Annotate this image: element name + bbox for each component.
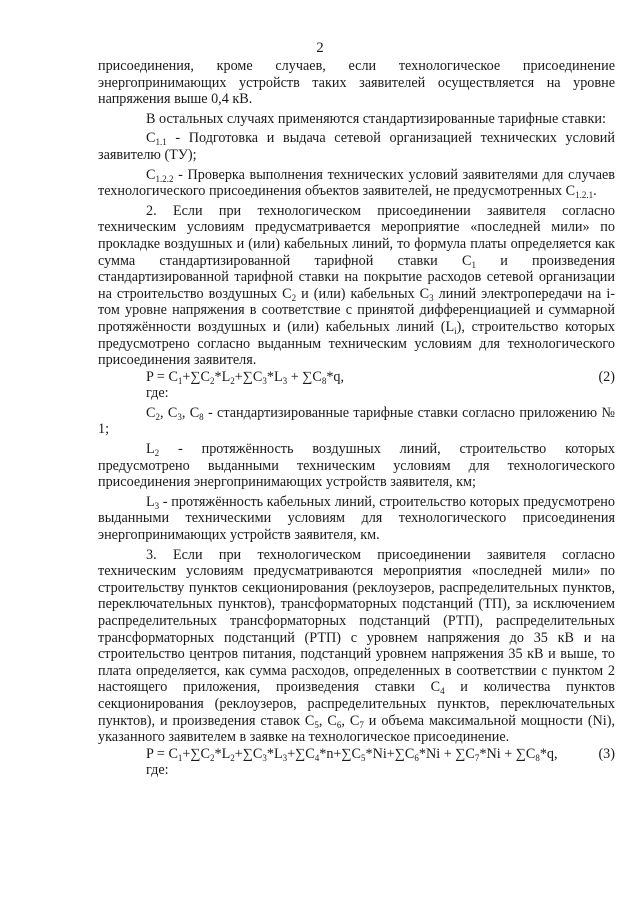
paragraph-p4: $C_{1.2.2}$ - Проверка выполнения технических условий заявителями для случаев технологического присоединения объектов заявителей, не предусмотренных $C_{1.2.1}$. bbox=[98, 166, 615, 201]
paragraph-p2: В остальных случаях применяются стандартизированные тарифные ставки: bbox=[146, 110, 606, 127]
formula-expression: $P = C_1+\sum C_2*L_2+\sum C_3*L_3 + \sum C_8*q$, bbox=[146, 368, 345, 386]
formula-f2 bbox=[98, 369, 615, 386]
formula-number: (3) bbox=[598, 745, 615, 762]
formula-expression: $P = C_1+\sum C_2*L_2+\sum C_3*L_3+\sum C_4*n+\sum C_5*Ni+\sum C_6*Ni + \sum C_7*Ni + \sum C_8*q$, bbox=[146, 745, 558, 763]
paragraph-p3: $C_{1.1}$ - Подготовка и выдача сетевой организацией технических условий заявителю (ТУ); bbox=[98, 130, 615, 163]
paragraph-p5: 2. Если при технологическом присоединении заявителя согласно техническим условиям предусматривается мероприятие «последней мили» по прокладке воздушных и (или) кабельных линий, то формула платы определяется как сумма стандартизированной тарифной ставки $C_1$ и произведения стандартизированной тарифной ставки на покрытие расходов сетевой организации на строительство воздушных $C_2$ и (или) кабельных $C_3$ линий электропередачи на i-том уровне напряжения в соответствие с принятой дифференциацией и суммарной протяжённости воздушных и (или) кабельных линий $(L_i)$, строительство которых предусмотрено согласно выданным техническим условиям для технологического присоединения заявителя. bbox=[98, 202, 615, 369]
page-number: 2 bbox=[316, 40, 324, 56]
where-label: где: bbox=[146, 385, 169, 402]
where-label: где: bbox=[146, 762, 169, 779]
formula-f3 bbox=[98, 746, 615, 763]
formula-number: (2) bbox=[598, 368, 615, 385]
paragraph-p8: $L_3$ - протяжённость кабельных линий, строительство которых предусмотрено выданными техническими условиям для технологического присоединения энергопринимающих устройств заявителя, км. bbox=[98, 493, 615, 544]
paragraph-p6: $C_2$, $C_3$, $C_8$ - стандартизированные тарифные ставки согласно приложению № 1; bbox=[98, 404, 615, 438]
paragraph-p7: $L_2$ - протяжённость воздушных линий, строительство которых предусмотрено выданными техническим условиям для технологического присоединения энергопринимающих устройств заявителя, км; bbox=[98, 441, 615, 491]
document-body bbox=[98, 58, 615, 779]
paragraph-p1: присоединения, кроме случаев, если технологическое присоединение энергопринимающих устройств таких заявителей осуществляется на уровне напряжения выше 0,4 кВ. bbox=[98, 58, 615, 108]
paragraph-p9: 3. Если при технологическом присоединении заявителя согласно техническим условиям предусматриваются мероприятия «последней мили» по строительству пунктов секционирования (реклоузеров, распределительных пунктов, переключательных пунктов), трансформаторных подстанций (ТП), за исключением распределительных трансформаторных подстанций (РТП), распределительных трансформаторных подстанций (РТП) с уровнем напряжения до 35 кВ и на строительство центров питания, подстанций уровнем напряжения 35 кВ и выше, то плата определяется, как сумма расходов, определенных в соответствии с пунктом 2 настоящего приложения, произведения ставки $C_4$ и количества пунктов секционирования (реклоузеров, распределительных пунктов, переключательных пунктов), и произведения ставок $C_5$, $C_6$, $C_7$ и объема максимальной мощности (Ni), указанного заявителем в заявке на технологическое присоединение. bbox=[98, 546, 615, 746]
